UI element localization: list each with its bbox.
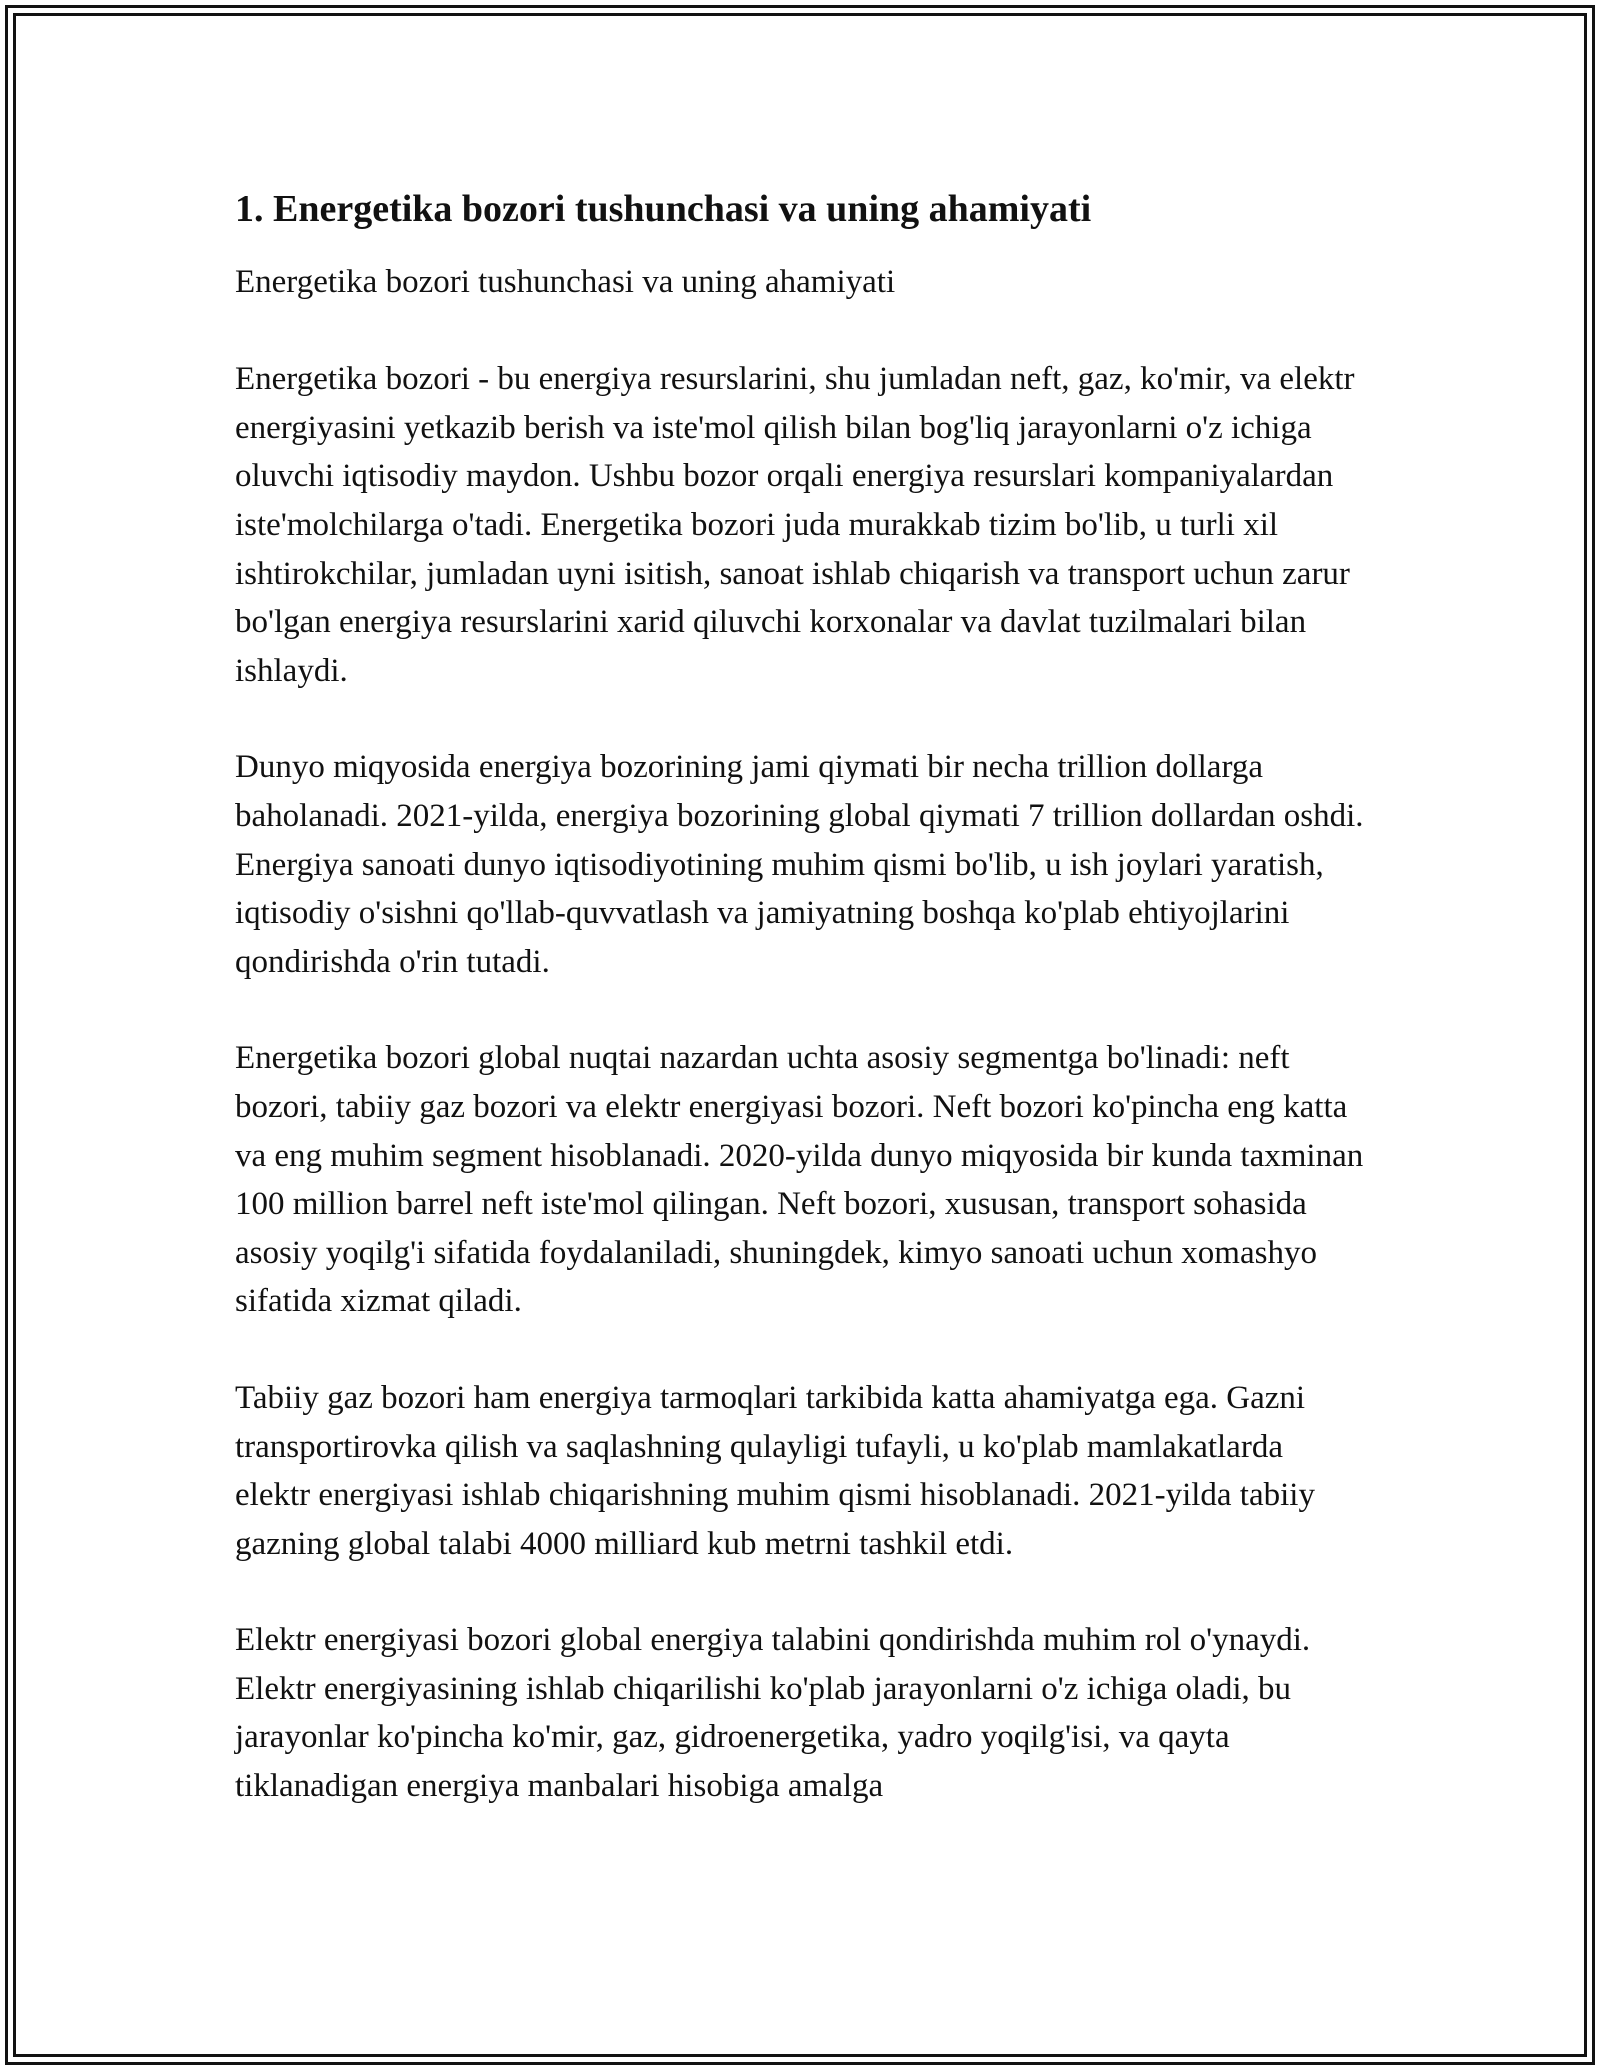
paragraph-definition: Energetika bozori - bu energiya resurslarini, shu jumladan neft, gaz, ko'mir, va elektr energiyasini yetkazib berish va iste'mol qilish bilan bog'liq jarayonlarni o'z ichiga oluvchi iqtisodiy maydon. Ushbu bozor orqali energiya resurslari kompaniyalardan iste'molchilarga o'tadi. Energetika bozori juda murakkab tizim bo'lib, u turli xil ishtirokchilar, jumladan uyni isitish, sanoat ishlab chiqarish va transport uchun zarur bo'lgan energiya resurslarini xarid qiluvchi korxonalar va davlat tuzilmalari bilan ishlaydi. — [235, 361, 1355, 689]
document-subtitle: Energetika bozori tushunchasi va uning ahamiyati — [235, 264, 896, 301]
document-title: 1. Energetika bozori tushunchasi va uning ahamiyati — [235, 188, 1092, 230]
document-body — [235, 185, 1365, 1859]
paragraph-market-value: Dunyo miqyosida energiya bozorining jami qiymati bir necha trillion dollarga baholanadi. 2021-yilda, energiya bozorining global qiymati 7 trillion dollardan oshdi. Energiya sanoati dunyo iqtisodiyotining muhim qismi bo'lib, u ish joylari yaratish, iqtisodiy o'sishni qo'llab-quvvatlash va jamiyatning boshqa ko'plab ehtiyojlarini qondirishda o'rin tutadi. — [235, 749, 1364, 980]
paragraph-natural-gas: Tabiiy gaz bozori ham energiya tarmoqlari tarkibida katta ahamiyatga ega. Gazni transportirovka qilish va saqlashning qulayligi tufayli, u ko'plab mamlakatlarda elektr energiyasi ishlab chiqarishning muhim qismi hisoblanadi. 2021-yilda tabiiy gazning global talabi 4000 milliard kub metrni tashkil etdi. — [235, 1379, 1315, 1562]
paragraph-segments: Energetika bozori global nuqtai nazardan uchta asosiy segmentga bo'linadi: neft bozori, tabiiy gaz bozori va elektr energiyasi bozori. Neft bozori ko'pincha eng katta va eng muhim segment hisoblanadi. 2020-yilda dunyo miqyosida bir kunda taxminan 100 million barrel neft iste'mol qilingan. Neft bozori, xususan, transport sohasida asosiy yoqilg'i sifatida foydalaniladi, shuningdek, kimyo sanoati uchun xomashyo sifatida xizmat qiladi. — [235, 1040, 1364, 1320]
paragraph-electricity: Elektr energiyasi bozori global energiya talabini qondirishda muhim rol o'ynaydi. Elektr energiyasining ishlab chiqarilishi ko'plab jarayonlarni o'z ichiga oladi, bu jarayonlar ko'pincha ko'mir, gaz, gidroenergetika, yadro yoqilg'isi, va qayta tiklanadigan energiya manbalari hisobiga amalga — [235, 1622, 1311, 1805]
